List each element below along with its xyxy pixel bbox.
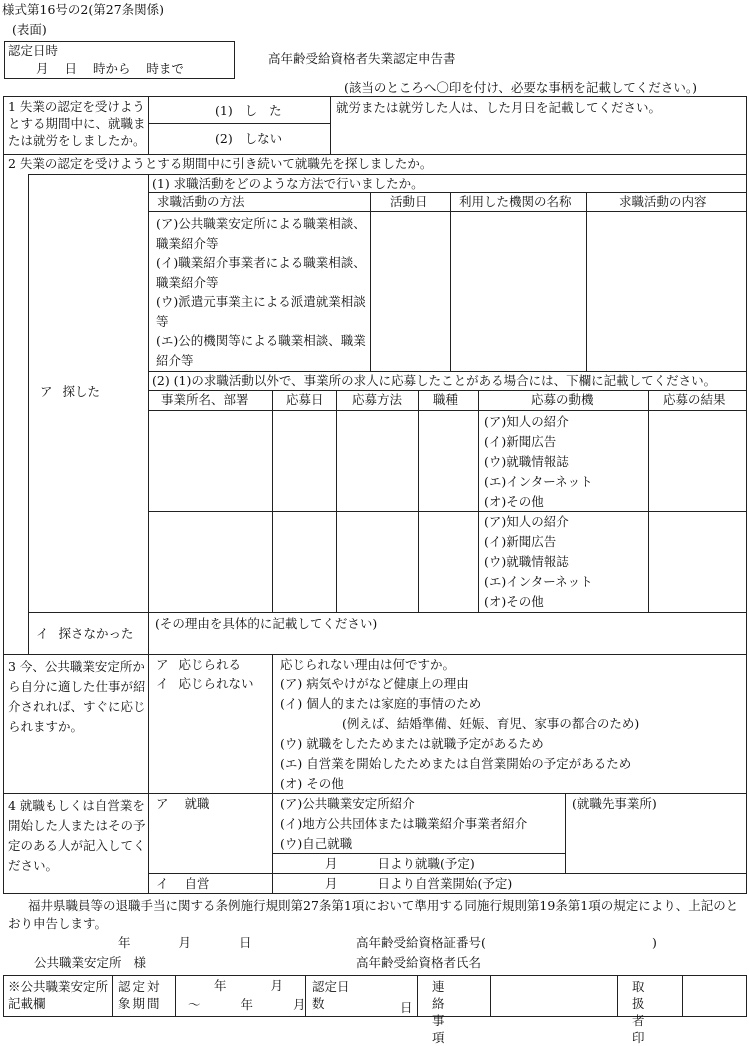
q4-opt-self[interactable]: イ 自営 bbox=[156, 876, 210, 891]
declaration-text: 福井県職員等の退職手当に関する条例施行規則第27条第1項において準用する同施行規則第19条第1項の規定により、上記のとおり申告します。 bbox=[8, 898, 739, 931]
q4-self-date[interactable]: 月 日より自営業開始(予定) bbox=[325, 876, 513, 891]
handler-label: 取扱者印 bbox=[632, 979, 653, 1045]
instruction: (該当のところへ〇印を付け、必要な事柄を記載してください。) bbox=[344, 80, 698, 95]
q4-job-date[interactable]: 月 日より就職(予定) bbox=[325, 856, 475, 871]
reason-example: (例えば、結婚準備、妊娠、育児、家事の都合のため) bbox=[342, 716, 640, 731]
q4-opt-job[interactable]: ア 就職 bbox=[156, 796, 210, 811]
motive-item[interactable]: (ア)知人の紹介 bbox=[484, 414, 569, 429]
sub2-header-date: 応募日 bbox=[286, 392, 324, 407]
q2-sub2-title: (2) (1)の求職活動以外で、事業所の求人に応募したことがある場合には、下欄に記載してください。 bbox=[152, 373, 717, 388]
job-option[interactable]: (イ)地方公共団体または職業紹介事業者紹介 bbox=[280, 816, 528, 831]
job-option[interactable]: (ウ)自己就職 bbox=[280, 836, 353, 851]
form-title: 高年齢受給資格者失業認定申告書 bbox=[268, 51, 456, 66]
motive-item[interactable]: (ウ)就職情報誌 bbox=[484, 554, 569, 569]
method-item[interactable]: (エ)公的機関等による職業相談、職業紹介等 bbox=[156, 333, 366, 368]
days-unit: 日 bbox=[400, 1000, 413, 1015]
q2-question: 2 失業の認定を受けようとする期間中に引き続いて就職先を探しましたか。 bbox=[8, 156, 433, 171]
method-item[interactable]: (ア)公共職業安定所による職業相談、職業紹介等 bbox=[156, 216, 366, 251]
q1-option-did[interactable]: (1) し た bbox=[215, 103, 282, 118]
q3-opt-no[interactable]: イ 応じられない bbox=[156, 676, 254, 691]
sub1-header-method: 求職活動の方法 bbox=[157, 194, 245, 209]
period-from[interactable]: 年 月 bbox=[214, 978, 283, 993]
applicant-name-label[interactable]: 高年齢受給資格者氏名 bbox=[356, 955, 482, 970]
contact-label: 連絡事項 bbox=[432, 979, 453, 1045]
motive-list-1 bbox=[484, 412, 593, 512]
sub1-header-content: 求職活動の内容 bbox=[619, 194, 707, 209]
cert-number-close: ) bbox=[652, 935, 657, 950]
days-label: 認定日数 bbox=[312, 979, 350, 1011]
q4-job-options bbox=[280, 794, 527, 854]
motive-item[interactable]: (イ)新聞広告 bbox=[484, 434, 557, 449]
q2-a-searched[interactable]: ア 探した bbox=[40, 384, 100, 399]
q2-sub1-title: (1) 求職活動をどのような方法で行いましたか。 bbox=[152, 176, 424, 191]
job-option[interactable]: (ア)公共職業安定所紹介 bbox=[280, 796, 415, 811]
motive-item[interactable]: (イ)新聞広告 bbox=[484, 534, 557, 549]
q2-b-not-searched[interactable]: イ 探さなかった bbox=[36, 626, 134, 641]
declaration-date[interactable]: 年 月 日 bbox=[118, 935, 252, 950]
q3-reason-list bbox=[280, 674, 639, 794]
nintei-label: 認定日時 bbox=[8, 43, 59, 58]
motive-list-2 bbox=[484, 512, 593, 612]
nintei-value: 月 日 時から 時まで bbox=[36, 61, 184, 76]
q3-question: 3 今、公共職業安定所から自分に適した仕事が紹介されれば、すぐに応じられますか。 bbox=[8, 659, 146, 734]
q4-question: 4 就職もしくは自営業を開始した人またはその予定のある人が記入してください。 bbox=[8, 798, 146, 873]
sub2-header-company: 事業所名、部署 bbox=[161, 392, 249, 407]
form-number: 様式第16号の2(第27条関係) bbox=[2, 2, 165, 17]
q1-option-did-not[interactable]: (2) しない bbox=[215, 131, 283, 146]
period-to[interactable]: 〜 年 月 bbox=[188, 997, 306, 1012]
sub1-header-date: 活動日 bbox=[390, 194, 428, 209]
method-item[interactable]: (ウ)派遣元事業主による派遣就業相談等 bbox=[156, 294, 366, 329]
reason-item[interactable]: (ウ) 就職をしたためまたは就職予定があるため bbox=[280, 736, 544, 751]
period-label: 認定対象期間 bbox=[118, 979, 162, 1011]
sub1-header-agency: 利用した機関の名称 bbox=[459, 194, 572, 209]
reason-item[interactable]: (イ) 個人的または家庭的事情のため bbox=[280, 696, 482, 711]
sub2-header-job: 職種 bbox=[433, 392, 459, 407]
motive-item[interactable]: (エ)インターネット bbox=[484, 574, 593, 589]
reason-item[interactable]: (エ) 自営業を開始したためまたは自営業開始の予定があるため bbox=[280, 756, 632, 771]
motive-item[interactable]: (オ)その他 bbox=[484, 594, 544, 609]
q3-reason-title: 応じられない理由は何ですか。 bbox=[280, 657, 456, 672]
cert-number-label[interactable]: 高年齢受給資格証番号( bbox=[356, 935, 486, 950]
q2-b-note: (その理由を具体的に記載してください) bbox=[155, 616, 378, 631]
reason-item[interactable]: (ア) 病気やけがなど健康上の理由 bbox=[280, 676, 469, 691]
sub2-header-result: 応募の結果 bbox=[663, 392, 726, 407]
method-list bbox=[156, 214, 368, 370]
q4-workplace: (就職先事業所) bbox=[572, 796, 657, 811]
motive-item[interactable]: (オ)その他 bbox=[484, 494, 544, 509]
method-item[interactable]: (イ)職業紹介事業者による職業相談、職業紹介等 bbox=[156, 255, 366, 290]
motive-item[interactable]: (ウ)就職情報誌 bbox=[484, 454, 569, 469]
office-label: ※公共職業安定所記載欄 bbox=[8, 979, 109, 1011]
declaration-addressee: 公共職業安定所 様 bbox=[34, 955, 146, 970]
reason-item[interactable]: (オ) その他 bbox=[280, 776, 344, 791]
q3-opt-yes[interactable]: ア 応じられる bbox=[156, 657, 241, 672]
sub2-header-motive: 応募の動機 bbox=[531, 392, 594, 407]
form-side: (表面) bbox=[12, 22, 47, 37]
motive-item[interactable]: (エ)インターネット bbox=[484, 474, 593, 489]
motive-item[interactable]: (ア)知人の紹介 bbox=[484, 514, 569, 529]
q1-note: 就労または就労した人は、した月日を記載してください。 bbox=[336, 100, 662, 115]
sub2-header-method: 応募方法 bbox=[352, 392, 403, 407]
q1-question: 1 失業の認定を受けようとする期間中に、就職または就労をしましたか。 bbox=[8, 99, 146, 148]
